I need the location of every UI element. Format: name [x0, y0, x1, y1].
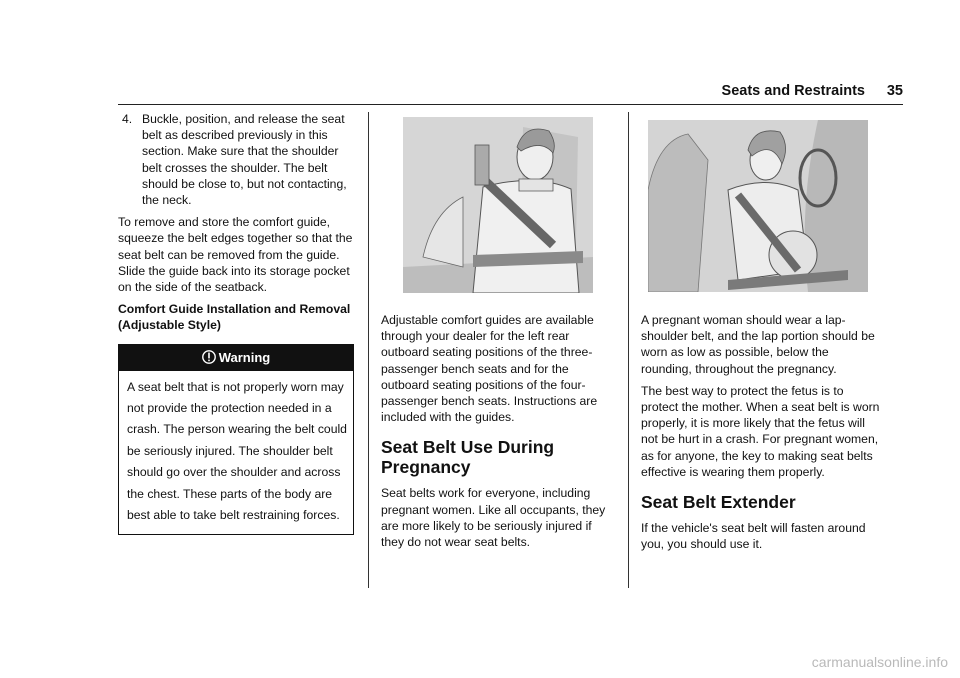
column-2 [381, 312, 611, 556]
step-number: 4. [122, 112, 133, 126]
subheading: Comfort Guide Installation and Removal (Adjustable Style) [118, 302, 351, 333]
comfort-guide-illustration [403, 117, 593, 293]
warning-header [119, 345, 353, 371]
paragraph: Seat belts work for everyone, including pregnant women. Like all occupants, they are more likely to be seriously injured if they do not wear seat belts. [381, 486, 606, 550]
column-divider-2 [628, 112, 629, 588]
page-number: 35 [886, 83, 903, 99]
header-rule [118, 104, 903, 105]
section-heading: Seat Belt Extender [641, 492, 796, 513]
column-3 [641, 312, 881, 558]
step-item [118, 111, 354, 208]
paragraph: To remove and store the comfort guide, squeeze the belt edges together so that the seat belt can be removed from the guide. Slide the guide back into its storage pocket on the side of the seatback. [118, 215, 353, 295]
paragraph: The best way to protect the fetus is to protect the mother. When a seat belt is worn properly, it is more likely that the fetus will not be hurt in a crash. For pregnant women, as for anyone, the key to making seat belts effective is wearing them properly. [641, 383, 880, 479]
page-header [0, 82, 960, 104]
column-1 [118, 111, 354, 535]
warning-text: A seat belt that is not properly worn may not provide the protection needed in a crash. The person wearing the belt could be seriously injured. The shoulder belt should go over the shoulder and across the chest. These parts of the body are best able to take belt restraining forces. [127, 379, 347, 523]
paragraph: If the vehicle's seat belt will fasten around you, you should use it. [641, 521, 866, 552]
paragraph: Adjustable comfort guides are available through your dealer for the left rear outboard seating positions of the three-passenger bench seats and for the outboard seating positions of the four-passenger bench seats. Instructions are included with the guides. [381, 313, 598, 425]
column-divider-1 [368, 112, 369, 588]
section-title: Seats and Restraints [721, 83, 865, 99]
warning-box [118, 344, 354, 536]
warning-title: Warning [218, 349, 271, 365]
step-text: Buckle, position, and release the seat belt as described previously in this section. Make sure that the shoulder belt crosses the shoulder. The belt should be close to, but not contacting, the neck. [142, 112, 347, 208]
section-heading: Seat Belt Use During Pregnancy [381, 437, 555, 478]
warning-icon [202, 349, 216, 365]
pregnancy-seat-belt-illustration [648, 120, 868, 292]
paragraph: A pregnant woman should wear a lap-shoulder belt, and the lap portion should be worn as low as possible, below the rounding, throughout the pregnancy. [641, 313, 875, 376]
watermark: carmanualsonline.info [811, 654, 948, 670]
